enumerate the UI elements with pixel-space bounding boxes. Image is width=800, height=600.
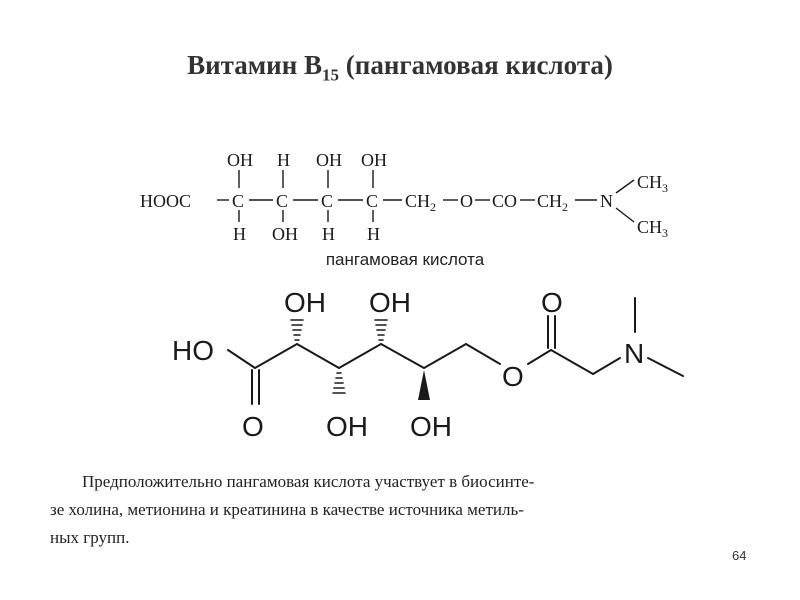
bond — [424, 344, 466, 368]
hydroxyl-bottom-1: OH — [326, 411, 368, 442]
description-line-3: ных групп. — [50, 528, 130, 547]
carbonyl: CO — [492, 191, 518, 211]
ester-oxygen: O — [502, 361, 524, 392]
bond — [648, 358, 683, 376]
hydroxyl-acid: HO — [172, 335, 214, 366]
description-paragraph — [50, 468, 740, 552]
title-subscript: 15 — [322, 65, 340, 85]
hydroxyl-top-2: OH — [369, 287, 411, 318]
bond — [381, 344, 424, 368]
bottom-sub-4: H — [367, 224, 380, 244]
methyl-bottom: $CH_3$ — [637, 217, 669, 240]
carbon-2: C — [276, 191, 289, 211]
top-sub-2: H — [277, 150, 290, 170]
ch2-b: $CH_2$ — [537, 191, 569, 214]
title-main: Витамин B — [187, 50, 323, 80]
structure-caption: пангамовая кислота — [325, 250, 485, 269]
skeletal-formula — [0, 280, 800, 460]
bond — [616, 180, 634, 193]
page-number: 64 — [732, 548, 747, 563]
carbon-3: C — [321, 191, 334, 211]
description-line-1: Предположительно пангамовая кислота участвует в биосинте- — [82, 472, 535, 491]
bond — [466, 344, 500, 364]
carbonyl-oxygen: O — [541, 287, 563, 318]
methyl-top: $CH_3$ — [637, 172, 669, 195]
acid-oxygen: O — [242, 411, 264, 442]
hooc-label: HOOC — [140, 191, 192, 211]
oxygen: O — [460, 191, 473, 211]
carbon-4: C — [366, 191, 379, 211]
carbon-1: C — [232, 191, 245, 211]
bond — [616, 208, 634, 222]
bond — [228, 350, 255, 368]
bond — [593, 358, 620, 374]
description-line-2: зе холина, метионина и креатинина в качестве источника метиль- — [50, 500, 524, 519]
top-sub-4: OH — [361, 150, 387, 170]
bond — [339, 344, 381, 368]
hashed-wedge — [375, 320, 387, 340]
hashed-wedge — [291, 320, 303, 340]
bond — [297, 344, 339, 368]
condensed-formula — [0, 0, 800, 250]
nitrogen: N — [600, 191, 613, 211]
top-sub-1: OH — [227, 150, 253, 170]
hydroxyl-bottom-2: OH — [410, 411, 452, 442]
ch2-a: $CH_2$ — [405, 191, 437, 214]
bond — [255, 344, 297, 368]
title-rest: (пангамовая кислота) — [339, 50, 613, 80]
bottom-sub-1: H — [233, 224, 246, 244]
bond — [551, 350, 593, 374]
hashed-wedge — [333, 373, 345, 393]
solid-wedge — [418, 370, 430, 400]
bottom-sub-3: H — [322, 224, 335, 244]
bond — [528, 350, 551, 364]
top-sub-3: OH — [316, 150, 342, 170]
bottom-sub-2: OH — [272, 224, 298, 244]
hydroxyl-top-1: OH — [284, 287, 326, 318]
amine-nitrogen: N — [624, 338, 645, 369]
